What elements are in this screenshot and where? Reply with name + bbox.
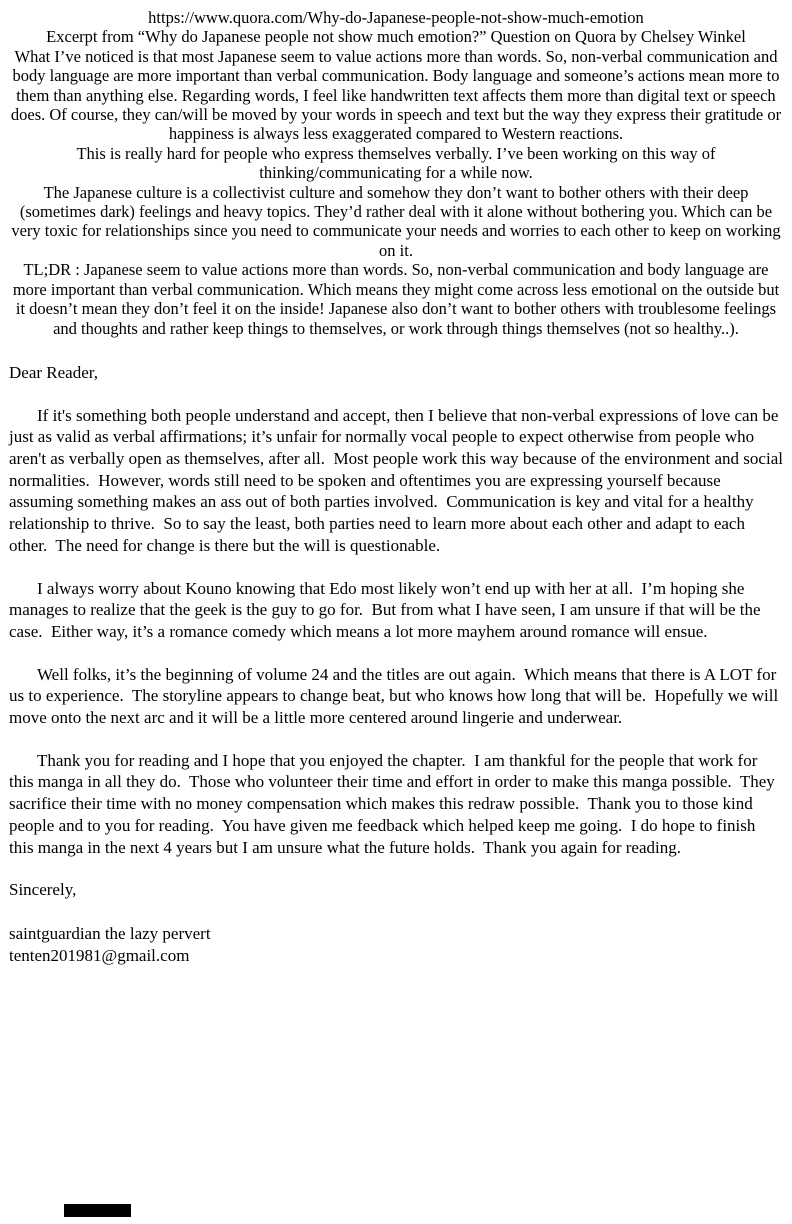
excerpt-paragraph: This is really hard for people who express themselves verbally. I’ve been working on this way of thinking/communicating for a while now.: [76, 143, 720, 183]
reader-letter: [9, 362, 788, 966]
excerpt-attribution: Excerpt from “Why do Japanese people not show much emotion?” Question on Quora by Chelsey Winkel: [46, 27, 746, 47]
excerpt-paragraph: The Japanese culture is a collectivist culture and somehow they don’t want to bother others with their deep (sometimes dark) feelings and heavy topics. They’d rather deal with it alone without bothering you. Which can be very toxic for relationships since you need to communicate your needs and worries to each other to keep on working on it.: [11, 182, 785, 260]
signature-email: tenten201981@gmail.com: [9, 945, 190, 965]
excerpt-paragraph: What I’ve noticed is that most Japanese seem to value actions more than words. So, non-verbal communication and body language are more important than verbal communication. Body language and someone’s actions mean more to them than anything else. Regarding words, I feel like handwritten text affects them more than digital text or speech does. Of course, they can/will be moved by your words in speech and text but the way they express their gratitude or happiness is always less exaggerated compared to Western reactions.: [10, 46, 786, 144]
letter-salutation: Dear Reader,: [9, 362, 98, 382]
signature-name: saintguardian the lazy pervert: [9, 923, 211, 943]
letter-closing: Sincerely,: [9, 880, 77, 900]
quora-url: https://www.quora.com/Why-do-Japanese-people-not-show-much-emotion: [148, 8, 644, 27]
letter-paragraph: I always worry about Kouno knowing that Edo most likely won’t end up with her at all. I’m hoping she manages to realize that the geek is the guy to go for. But from what I have seen, I am unsure if that will be the case. Either way, it’s a romance comedy which means a lot more mayhem around romance will ensue.: [9, 578, 765, 641]
letter-paragraph: Well folks, it’s the beginning of volume 24 and the titles are out again. Which means that there is A LOT for us to experience. The storyline appears to change beat, but who knows how long that will be. Hopefully we will move onto the next arc and it will be a little more centered around lingerie and underwear.: [9, 664, 783, 728]
letter-paragraph: If it's something both people understand and accept, then I believe that non-verbal expressions of love can be just as valid as verbal affirmations; it’s unfair for normally vocal people to expect otherwise from people who aren't as verbally open as themselves, after all. Most people work this way because of the environment and social normalities. However, words still need to be spoken and oftentimes you are expressing yourself because assuming something makes an ass out of both parties involved. Communication is key and vital for a healthy relationship to thrive. So to say the least, both parties need to learn more about each other and adapt to each other. The need for change is there but the will is questionable.: [9, 405, 788, 555]
footer-black-bar: [64, 1204, 131, 1217]
quora-excerpt-block: [0, 0, 792, 338]
letter-paragraph: Thank you for reading and I hope that you enjoyed the chapter. I am thankful for the people that work for this manga in all they do. Those who volunteer their time and effort in order to make this manga possible. They sacrifice their time with no money compensation which makes this redraw possible. Thank you to those kind people and to you for reading. You have given me feedback which helped keep me going. I do hope to finish this manga in the next 4 years but I am unsure what the future holds. Thank you again for reading.: [9, 750, 780, 857]
excerpt-paragraph: TL;DR : Japanese seem to value actions more than words. So, non-verbal communication and body language are more important than verbal communication. Which means they might come across less emotional on the outside but it doesn’t mean they don’t feel it on the inside! Japanese also don’t want to bother others with troublesome feelings and thoughts and rather keep things to themselves, or work through things themselves (not so healthy..).: [12, 260, 784, 338]
